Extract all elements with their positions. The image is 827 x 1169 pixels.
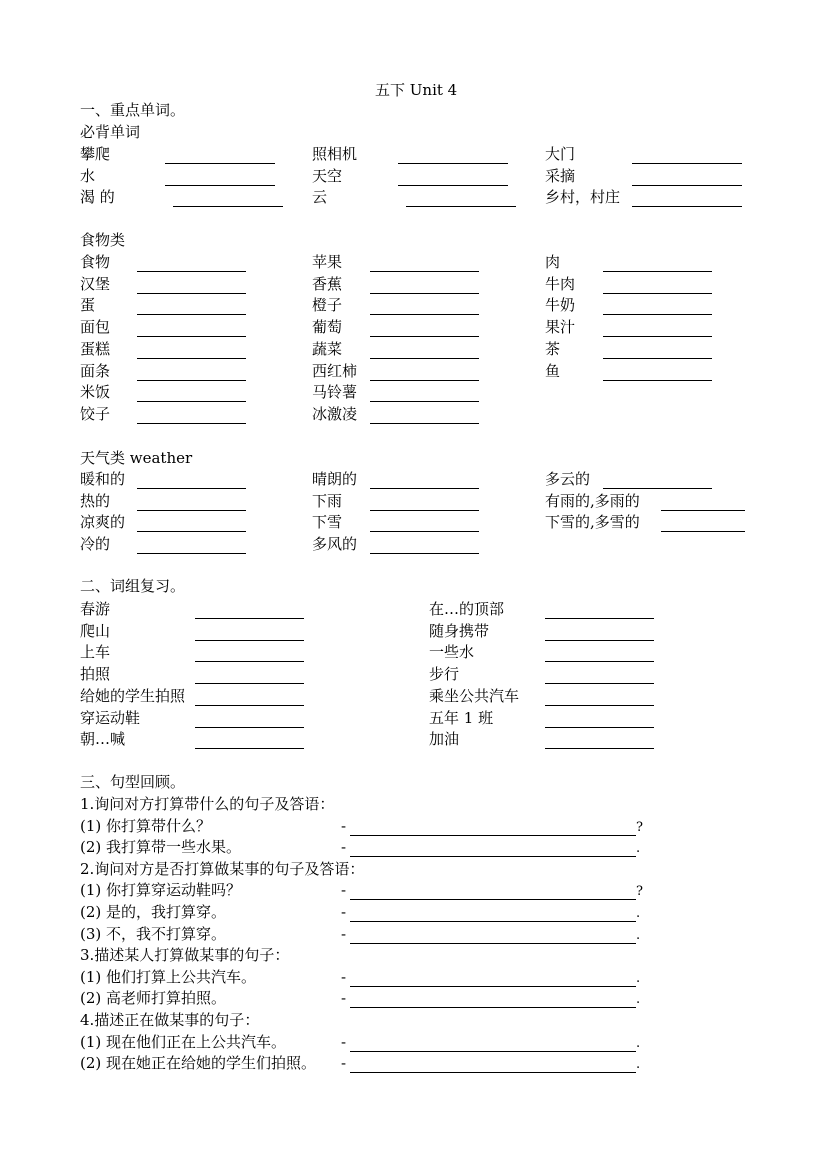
word-label: 多云的	[545, 470, 591, 488]
word-label: 牛奶	[545, 296, 576, 315]
sentence-prompt: (1) 他们打算上公共汽车。	[80, 967, 257, 986]
answer-blank[interactable]	[195, 640, 304, 641]
dash-mark: -	[341, 1054, 347, 1073]
word-label: 云	[312, 188, 328, 206]
word-label: 照相机	[312, 145, 358, 163]
section-1-heading: 一、重点单词。	[80, 101, 186, 119]
food-subheading: 食物类	[80, 231, 126, 249]
page-title: 五下 Unit 4	[375, 81, 458, 99]
must-words-subheading: 必背单词	[80, 123, 141, 141]
word-label: 苹果	[312, 253, 343, 271]
answer-blank[interactable]	[137, 553, 246, 554]
dash-mark: -	[341, 989, 347, 1008]
answer-blank[interactable]	[603, 293, 712, 294]
answer-blank[interactable]	[137, 510, 246, 511]
end-punctuation: .	[636, 992, 641, 1008]
answer-blank[interactable]	[370, 510, 479, 511]
word-label: 食物	[80, 253, 111, 271]
answer-blank[interactable]	[545, 618, 654, 619]
word-label: 天空	[312, 166, 343, 185]
answer-blank[interactable]	[545, 640, 654, 641]
phrase-label: 给她的学生拍照	[80, 686, 186, 705]
answer-blank[interactable]	[398, 185, 508, 186]
word-label: 蛋糕	[80, 339, 111, 358]
answer-blank[interactable]	[632, 206, 742, 207]
answer-blank[interactable]	[661, 531, 745, 532]
answer-blank[interactable]	[137, 380, 246, 381]
word-label: 香蕉	[312, 274, 343, 293]
answer-line[interactable]	[350, 1051, 636, 1052]
section-3-heading: 三、句型回顾。	[80, 773, 186, 791]
answer-line[interactable]	[350, 1072, 636, 1073]
word-label: 肉	[545, 253, 561, 271]
answer-blank[interactable]	[370, 488, 479, 489]
dash-mark: -	[341, 816, 347, 835]
answer-line[interactable]	[350, 835, 636, 836]
answer-blank[interactable]	[195, 705, 304, 706]
word-label: 有雨的,多雨的	[545, 491, 640, 510]
answer-blank[interactable]	[603, 488, 712, 489]
sentence-prompt: (1) 现在他们正在上公共汽车。	[80, 1032, 287, 1051]
word-label: 米饭	[80, 383, 111, 402]
answer-blank[interactable]	[406, 206, 516, 207]
phrase-label: 春游	[80, 600, 111, 618]
answer-blank[interactable]	[137, 293, 246, 294]
end-punctuation: .	[636, 841, 641, 857]
end-punctuation: .	[636, 1035, 641, 1051]
answer-blank[interactable]	[603, 336, 712, 337]
answer-blank[interactable]	[545, 661, 654, 662]
word-label: 多风的	[312, 535, 358, 554]
word-label: 果汁	[545, 318, 576, 337]
answer-blank[interactable]	[137, 488, 246, 489]
dash-mark: -	[341, 881, 347, 900]
answer-blank[interactable]	[195, 748, 304, 749]
word-label: 凉爽的	[80, 513, 126, 532]
answer-blank[interactable]	[370, 553, 479, 554]
phrase-label: 拍照	[80, 665, 111, 684]
word-label: 乡村，村庄	[545, 188, 621, 206]
answer-blank[interactable]	[370, 401, 479, 402]
sentence-prompt: (2) 我打算带一些水果。	[80, 838, 242, 857]
answer-blank[interactable]	[545, 705, 654, 706]
word-label: 橙子	[312, 296, 343, 315]
answer-blank[interactable]	[545, 727, 654, 728]
answer-line[interactable]	[350, 943, 636, 944]
sentence-group-title: 2.询问对方是否打算做某事的句子及答语：	[80, 859, 365, 878]
section-2-heading: 二、词组复习。	[80, 577, 186, 595]
word-label: 汉堡	[80, 274, 111, 293]
word-label: 冷的	[80, 535, 111, 554]
answer-line[interactable]	[350, 986, 636, 987]
phrase-label: 穿运动鞋	[80, 708, 141, 727]
sentence-prompt: (3) 不，我不打算穿。	[80, 924, 227, 943]
answer-blank[interactable]	[137, 401, 246, 402]
phrase-label: 乘坐公共汽车	[429, 686, 520, 705]
word-label: 下雪	[312, 513, 343, 532]
answer-blank[interactable]	[195, 727, 304, 728]
word-label: 大门	[545, 145, 576, 163]
word-label: 葡萄	[312, 318, 343, 337]
answer-blank[interactable]	[370, 380, 479, 381]
word-label: 蔬菜	[312, 339, 343, 358]
word-label: 攀爬	[80, 145, 111, 163]
answer-blank[interactable]	[195, 618, 304, 619]
answer-blank[interactable]	[545, 683, 654, 684]
phrase-label: 爬山	[80, 621, 111, 640]
answer-blank[interactable]	[370, 423, 479, 424]
end-punctuation: ?	[636, 884, 643, 900]
sentence-prompt: (2) 高老师打算拍照。	[80, 989, 227, 1008]
answer-blank[interactable]	[165, 163, 275, 164]
word-label: 暖和的	[80, 470, 126, 488]
word-label: 晴朗的	[312, 470, 358, 488]
answer-blank[interactable]	[370, 336, 479, 337]
sentence-prompt: (1) 你打算穿运动鞋吗？	[80, 881, 242, 900]
weather-subheading: 天气类 weather	[80, 449, 193, 467]
answer-blank[interactable]	[165, 185, 275, 186]
answer-blank[interactable]	[398, 163, 508, 164]
word-label: 冰激凌	[312, 404, 358, 423]
word-label: 采摘	[545, 166, 576, 185]
answer-blank[interactable]	[370, 293, 479, 294]
answer-blank[interactable]	[137, 423, 246, 424]
answer-blank[interactable]	[173, 206, 283, 207]
answer-blank[interactable]	[370, 314, 479, 315]
word-label: 饺子	[80, 404, 111, 423]
dash-mark: -	[341, 838, 347, 857]
phrase-label: 在…的顶部	[429, 600, 505, 618]
dash-mark: -	[341, 967, 347, 986]
word-label: 热的	[80, 491, 111, 510]
sentence-prompt: (2) 是的，我打算穿。	[80, 903, 227, 921]
word-label: 面包	[80, 318, 111, 337]
dash-mark: -	[341, 1032, 347, 1051]
sentence-prompt: (2) 现在她正在给她的学生们拍照。	[80, 1054, 317, 1073]
answer-line[interactable]	[350, 856, 636, 857]
answer-blank[interactable]	[195, 661, 304, 662]
dash-mark: -	[341, 903, 347, 921]
word-label: 下雪的,多雪的	[545, 513, 640, 532]
answer-blank[interactable]	[603, 271, 712, 272]
answer-blank[interactable]	[370, 358, 479, 359]
phrase-label: 一些水	[429, 643, 475, 662]
answer-blank[interactable]	[137, 336, 246, 337]
word-label: 马铃薯	[312, 383, 358, 402]
word-label: 蛋	[80, 296, 96, 315]
answer-blank[interactable]	[195, 683, 304, 684]
phrase-label: 上车	[80, 643, 111, 662]
word-label: 下雨	[312, 491, 343, 510]
answer-blank[interactable]	[632, 185, 742, 186]
answer-blank[interactable]	[603, 380, 712, 381]
answer-blank[interactable]	[603, 358, 712, 359]
phrase-label: 五年 1 班	[429, 708, 494, 727]
answer-blank[interactable]	[370, 531, 479, 532]
word-label: 西红柿	[312, 361, 358, 380]
phrase-label: 加油	[429, 730, 460, 749]
sentence-group-title: 4.描述正在做某事的句子：	[80, 1011, 260, 1029]
answer-line[interactable]	[350, 921, 636, 922]
word-label: 茶	[545, 339, 561, 358]
dash-mark: -	[341, 924, 347, 943]
answer-blank[interactable]	[661, 510, 745, 511]
phrase-label: 朝…喊	[80, 730, 126, 749]
answer-blank[interactable]	[137, 358, 246, 359]
sentence-group-title: 1.询问对方打算带什么的句子及答语：	[80, 795, 335, 813]
end-punctuation: .	[636, 927, 641, 943]
answer-line[interactable]	[350, 1007, 636, 1008]
answer-blank[interactable]	[370, 271, 479, 272]
answer-blank[interactable]	[137, 531, 246, 532]
sentence-group-title: 3.描述某人打算做某事的句子：	[80, 946, 290, 965]
word-label: 面条	[80, 361, 111, 380]
sentence-prompt: (1) 你打算带什么？	[80, 816, 212, 835]
answer-blank[interactable]	[603, 314, 712, 315]
word-label: 渴 的	[80, 188, 115, 206]
answer-blank[interactable]	[632, 163, 742, 164]
end-punctuation: .	[636, 1057, 641, 1073]
end-punctuation: ?	[636, 819, 643, 835]
answer-blank[interactable]	[137, 271, 246, 272]
answer-blank[interactable]	[545, 748, 654, 749]
answer-line[interactable]	[350, 899, 636, 900]
word-label: 牛肉	[545, 274, 576, 293]
word-label: 鱼	[545, 361, 561, 380]
phrase-label: 随身携带	[429, 621, 490, 640]
word-label: 水	[80, 166, 96, 185]
answer-blank[interactable]	[137, 314, 246, 315]
phrase-label: 步行	[429, 665, 460, 684]
end-punctuation: .	[636, 906, 641, 921]
end-punctuation: .	[636, 970, 641, 986]
